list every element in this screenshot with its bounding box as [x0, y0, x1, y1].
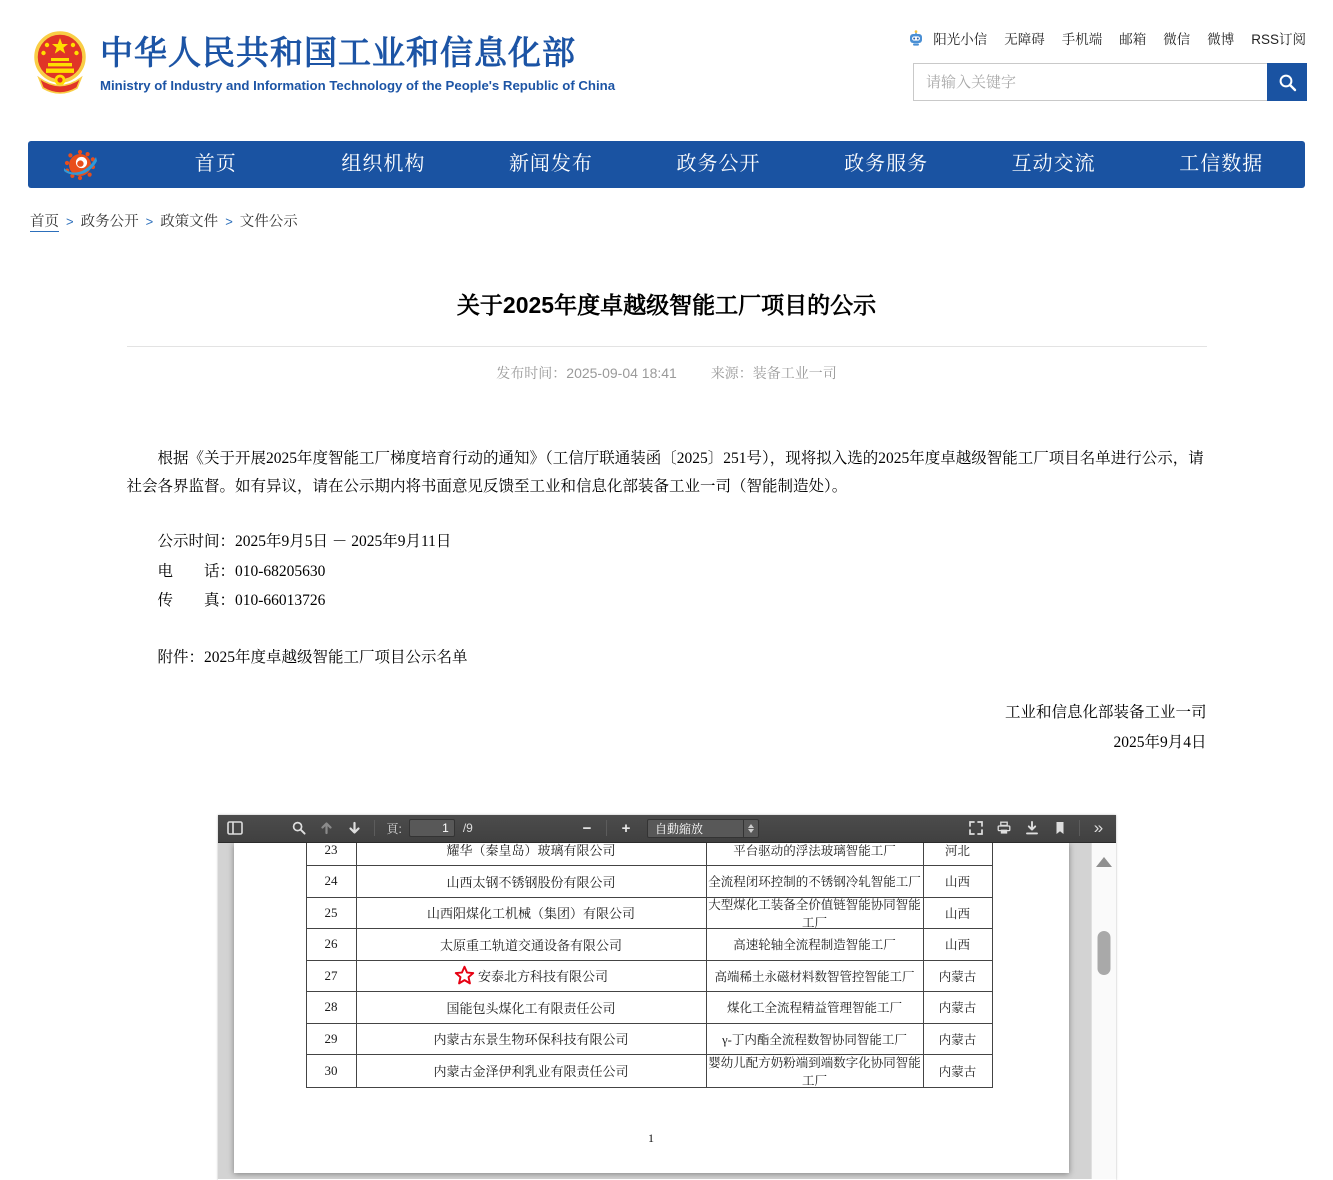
chevron-updown-icon	[743, 820, 758, 837]
bookmark-button[interactable]	[1047, 816, 1073, 840]
cell-province: 内蒙古	[938, 1064, 977, 1079]
cell-index: 26	[307, 929, 357, 961]
table-row	[307, 992, 992, 1024]
document-table	[306, 843, 993, 1088]
find-button[interactable]	[286, 816, 312, 840]
main-nav	[28, 141, 1305, 188]
cell-company: 山西太钢不锈钢股份有限公司	[357, 866, 707, 898]
cell-project: 高端稀土永磁材料数智管控智能工厂	[707, 961, 924, 993]
source: 来源：装备工业一司	[710, 365, 837, 381]
scrollbar-thumb[interactable]	[1097, 931, 1110, 975]
phone-line: 电 话：010-68205630	[157, 562, 326, 580]
cell-project: 高速轮轴全流程制造智能工厂	[707, 929, 924, 961]
search-button[interactable]	[1267, 63, 1307, 101]
cell-company: 耀华（秦皇岛）玻璃有限公司	[357, 843, 707, 867]
quick-link[interactable]: RSS订阅	[1251, 32, 1306, 47]
sidebar-toggle-button[interactable]	[222, 816, 248, 840]
pdf-viewer	[218, 815, 1116, 1180]
breadcrumb	[30, 210, 1333, 231]
nav-item[interactable]: 新闻发布	[508, 153, 593, 175]
pdf-body	[218, 843, 1116, 1179]
cell-index: 24	[307, 866, 357, 898]
scrollbar-up-icon[interactable]	[1096, 857, 1112, 867]
cell-province: 山西	[924, 898, 992, 930]
nav-item[interactable]: 工信数据	[1179, 153, 1264, 175]
nav-item[interactable]: 政务服务	[844, 153, 929, 175]
cell-province: 内蒙古	[924, 1024, 992, 1056]
cell-index: 30	[307, 1055, 357, 1087]
breadcrumb-separator: >	[66, 214, 74, 229]
zoom-in-icon: +	[621, 819, 631, 837]
site-title-en: Ministry of Industry and Information Technology of the People's Republic of China	[100, 78, 616, 93]
breadcrumb-separator: >	[145, 214, 154, 229]
breadcrumb-item[interactable]: 政策文件	[160, 214, 219, 230]
cell-project: 大型煤化工装备全价值链智能协同智能工厂	[707, 898, 924, 930]
page-up-button[interactable]	[314, 816, 340, 840]
article-body	[127, 445, 1207, 758]
national-emblem-icon	[34, 30, 86, 96]
sidebar-toggle-icon	[227, 821, 243, 835]
print-button[interactable]	[991, 816, 1017, 840]
page-up-icon	[320, 821, 333, 835]
cell-company: 山西阳煤化工机械（集团）有限公司	[357, 898, 707, 930]
publish-time: 发布时间：2025-09-04 18:41	[496, 365, 677, 381]
cell-index: 29	[307, 1024, 357, 1056]
breadcrumb-separator: >	[225, 214, 233, 229]
notice-period: 公示时间：2025年9月5日 － 2025年9月11日	[157, 533, 452, 550]
quick-link[interactable]: 阳光小信	[933, 32, 988, 47]
attachment-link[interactable]: 2025年度卓越级智能工厂项目公示名单	[204, 648, 468, 666]
presentation-mode-icon	[969, 821, 983, 835]
download-button[interactable]	[1019, 816, 1045, 840]
breadcrumb-item[interactable]: 首页	[30, 214, 59, 230]
fax-line: 传 真：010-66013726	[157, 592, 326, 609]
page-number-input[interactable]	[409, 819, 455, 837]
page-down-button[interactable]	[342, 816, 368, 840]
quick-link[interactable]: 无障碍	[1004, 32, 1045, 47]
cell-index: 28	[307, 992, 357, 1024]
table-row	[307, 961, 992, 993]
nav-item[interactable]: 首页	[194, 153, 237, 175]
cell-project: γ-丁内酯全流程数智协同智能工厂	[707, 1024, 924, 1056]
page-label: 頁:	[386, 821, 402, 836]
search-bar	[913, 63, 1307, 101]
cell-project: 煤化工全流程精益管理智能工厂	[707, 992, 924, 1024]
toolbar-overflow-button[interactable]	[1086, 816, 1112, 840]
cell-company: 安泰北方科技有限公司	[357, 961, 707, 993]
title-divider	[127, 346, 1207, 347]
quick-link[interactable]: 邮箱	[1119, 32, 1147, 47]
pdf-page	[234, 843, 1069, 1173]
page-down-icon	[348, 821, 361, 835]
cell-province: 山西	[924, 866, 992, 898]
pdf-toolbar	[218, 815, 1116, 843]
quick-link[interactable]: 微信	[1163, 32, 1191, 47]
quick-link[interactable]: 手机端	[1061, 32, 1103, 47]
nav-items	[132, 141, 1305, 188]
attachment-line	[127, 643, 1207, 672]
attachment-label: 附件：	[157, 648, 205, 666]
cell-project: 全流程闭环控制的不锈钢冷轧智能工厂	[707, 866, 924, 898]
signature-department: 工业和信息化部装备工业一司	[1004, 703, 1207, 721]
scale-select-value: 自動縮放	[655, 821, 704, 836]
table-row	[307, 929, 992, 961]
table-row	[307, 1024, 992, 1056]
breadcrumb-item[interactable]: 政务公开	[80, 214, 139, 230]
cell-company: 太原重工轨道交通设备有限公司	[357, 929, 707, 961]
pdf-scrollbar[interactable]	[1091, 843, 1116, 1179]
cell-company: 国能包头煤化工有限责任公司	[357, 992, 707, 1024]
body-paragraph: 根据《关于开展2025年度智能工厂梯度培育行动的通知》（工信厅联通装函〔2025〕251号），现将拟入选的2025年度卓越级智能工厂项目名单进行公示，请社会各界监督。如有异议，请在公示期内将书面意见反馈至工业和信息化部装备工业一司（智能制造处）。	[126, 450, 1204, 495]
quick-link[interactable]: 微博	[1207, 32, 1235, 47]
nav-item[interactable]: 互动交流	[1011, 153, 1096, 175]
zoom-out-icon: −	[582, 819, 592, 837]
page-title: 关于2025年度卓越级智能工厂项目的公示	[456, 292, 877, 318]
double-chevron-right-icon: »	[1093, 817, 1104, 837]
scale-select[interactable]	[647, 819, 759, 838]
download-icon	[1025, 821, 1039, 835]
table-row	[307, 866, 992, 898]
page-total: /9	[462, 821, 473, 835]
cell-province: 内蒙古	[924, 961, 992, 993]
star-icon	[454, 965, 475, 986]
table-row	[307, 898, 992, 930]
cell-project: 婴幼儿配方奶粉端到端数字化协同智能工厂	[707, 1055, 924, 1087]
article	[127, 287, 1207, 1180]
nav-gear-logo-icon	[28, 147, 132, 183]
nav-item[interactable]: 组织机构	[341, 153, 426, 175]
cell-province: 河北	[924, 843, 992, 867]
contact-block	[127, 527, 1207, 616]
bookmark-icon	[1054, 821, 1066, 835]
zoom-in-button[interactable]	[613, 816, 639, 840]
nav-item[interactable]: 政务公开	[676, 153, 761, 175]
print-icon	[997, 821, 1011, 835]
robot-icon	[908, 30, 924, 47]
cell-company: 内蒙古金泽伊利乳业有限责任公司	[357, 1055, 707, 1087]
page-footer-number: 1	[648, 1130, 654, 1145]
signature-block	[127, 698, 1207, 758]
table-row	[307, 1055, 992, 1087]
search-icon	[1278, 73, 1297, 92]
cell-index: 25	[307, 898, 357, 930]
cell-index: 23	[307, 843, 357, 867]
search-input[interactable]	[913, 63, 1267, 101]
article-meta	[127, 363, 1207, 383]
cell-index: 27	[307, 961, 357, 993]
table-row	[307, 843, 992, 867]
zoom-out-button[interactable]	[574, 816, 600, 840]
site-header	[0, 0, 1333, 135]
find-icon	[292, 821, 306, 835]
site-title-zh: 中华人民共和国工业和信息化部	[100, 34, 576, 71]
presentation-mode-button[interactable]	[963, 816, 989, 840]
signature-date: 2025年9月4日	[1113, 733, 1207, 751]
cell-company: 内蒙古东景生物环保科技有限公司	[357, 1024, 707, 1056]
quick-links	[908, 28, 1306, 48]
cell-province: 内蒙古	[924, 992, 992, 1024]
cell-project: 平台驱动的浮法玻璃智能工厂	[707, 843, 924, 867]
cell-province: 山西	[924, 929, 992, 961]
breadcrumb-item: 文件公示	[239, 214, 298, 230]
